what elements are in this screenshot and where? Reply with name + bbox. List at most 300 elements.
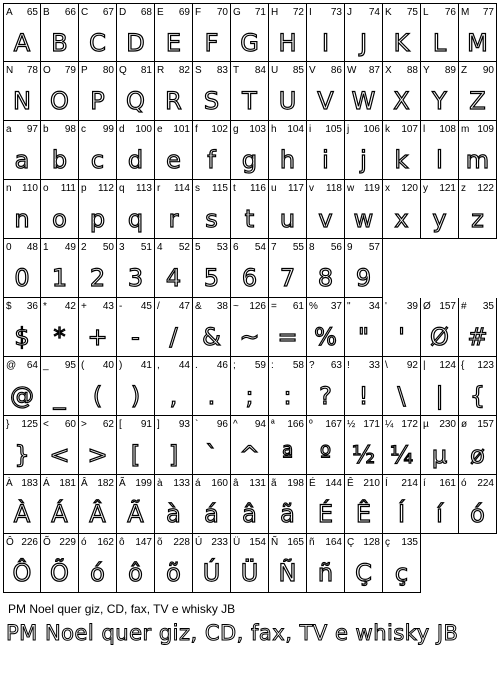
glyph-cell <box>79 298 117 357</box>
sample-text-preview: PM Noel quer giz, CD, fax, TV e whisky JB <box>6 621 459 645</box>
cell-char: , <box>157 360 160 371</box>
glyph-preview: ( <box>92 382 103 410</box>
glyph-cell <box>421 62 459 121</box>
cell-char: 9 <box>347 242 353 253</box>
cell-char: i <box>309 124 312 135</box>
cell-label <box>271 478 304 490</box>
glyph-cell <box>383 416 421 475</box>
cell-label <box>233 301 266 313</box>
glyph-cell <box>193 357 231 416</box>
cell-code: 61 <box>292 301 304 312</box>
cell-label <box>271 419 304 431</box>
glyph-cell <box>79 534 117 593</box>
glyph-cell <box>345 121 383 180</box>
cell-code: 105 <box>325 124 342 135</box>
cell-char: à <box>157 478 163 489</box>
grid-row <box>3 416 497 475</box>
cell-label <box>309 7 342 19</box>
glyph-preview: R <box>165 87 182 115</box>
cell-label <box>6 7 38 19</box>
glyph-preview: Á <box>51 500 68 528</box>
cell-char: Õ <box>43 537 51 548</box>
glyph-cell <box>307 357 345 416</box>
cell-label <box>6 242 38 254</box>
glyph-cell <box>193 475 231 534</box>
cell-char: _ <box>43 360 49 371</box>
glyph-cell <box>41 3 79 62</box>
grid-row <box>3 239 497 298</box>
cell-char: ñ <box>309 537 315 548</box>
cell-code: 76 <box>444 7 456 18</box>
glyph-preview: á <box>204 500 219 528</box>
cell-char: " <box>347 301 351 312</box>
cell-label <box>423 183 456 195</box>
cell-char: 7 <box>271 242 277 253</box>
cell-char: } <box>6 419 10 430</box>
glyph-preview: e <box>166 146 181 174</box>
cell-char: . <box>195 360 198 371</box>
cell-label <box>309 301 342 313</box>
glyph-cell <box>3 416 41 475</box>
cell-char: n <box>6 183 12 194</box>
cell-code: 66 <box>64 7 76 18</box>
cell-label <box>233 242 266 254</box>
cell-code: 226 <box>21 537 38 548</box>
cell-char: À <box>6 478 13 489</box>
glyph-preview: g <box>241 146 258 174</box>
glyph-preview: l <box>436 146 443 174</box>
cell-label <box>347 183 380 195</box>
cell-char: Ê <box>347 478 354 489</box>
glyph-cell <box>193 180 231 239</box>
cell-label <box>157 537 190 549</box>
glyph-preview: ñ <box>317 559 334 587</box>
glyph-cell <box>41 357 79 416</box>
cell-code: 46 <box>216 360 228 371</box>
glyph-cell <box>79 121 117 180</box>
cell-code: 102 <box>211 124 228 135</box>
cell-code: 85 <box>292 65 304 76</box>
glyph-preview: H <box>278 29 297 57</box>
glyph-preview: & <box>202 323 221 351</box>
glyph-cell <box>3 239 41 298</box>
glyph-cell <box>3 180 41 239</box>
character-map-grid <box>3 3 497 593</box>
cell-code: 161 <box>439 478 456 489</box>
cell-label <box>423 419 456 431</box>
cell-label <box>6 124 38 136</box>
cell-label <box>233 65 266 77</box>
glyph-preview: 4 <box>165 264 182 292</box>
glyph-preview: , <box>169 382 178 410</box>
cell-label <box>385 419 418 431</box>
cell-label <box>119 124 152 136</box>
cell-char: a <box>6 124 12 135</box>
glyph-preview: â <box>242 500 257 528</box>
glyph-preview: * <box>53 323 66 351</box>
glyph-preview: ; <box>245 382 254 410</box>
cell-code: 54 <box>254 242 266 253</box>
glyph-preview: . <box>207 382 216 410</box>
cell-code: 87 <box>368 65 380 76</box>
glyph-cell <box>79 416 117 475</box>
glyph-cell <box>79 180 117 239</box>
glyph-cell <box>117 534 155 593</box>
cell-char: R <box>157 65 165 76</box>
cell-label <box>461 301 494 313</box>
cell-code: 45 <box>140 301 152 312</box>
glyph-cell <box>383 121 421 180</box>
cell-char: O <box>43 65 51 76</box>
glyph-preview: % <box>314 323 337 351</box>
cell-char: ª <box>271 419 275 430</box>
cell-char: y <box>423 183 428 194</box>
glyph-cell <box>155 475 193 534</box>
cell-code: 80 <box>102 65 114 76</box>
cell-label <box>81 301 114 313</box>
cell-char: : <box>271 360 274 371</box>
glyph-cell <box>345 475 383 534</box>
cell-code: 131 <box>249 478 266 489</box>
cell-code: 233 <box>211 537 228 548</box>
glyph-cell <box>155 298 193 357</box>
glyph-preview: [ <box>130 441 141 469</box>
glyph-preview: a <box>14 146 30 174</box>
cell-code: 34 <box>368 301 380 312</box>
cell-label <box>271 301 304 313</box>
glyph-preview: 3 <box>127 264 144 292</box>
cell-label <box>119 183 152 195</box>
cell-label <box>309 183 342 195</box>
glyph-preview: r <box>168 205 179 233</box>
cell-code: 73 <box>330 7 342 18</box>
cell-char: + <box>81 301 87 312</box>
cell-label <box>43 419 76 431</box>
cell-char: ~ <box>233 301 239 312</box>
cell-code: 107 <box>401 124 418 135</box>
cell-code: 79 <box>64 65 76 76</box>
cell-char: s <box>195 183 200 194</box>
cell-label <box>271 65 304 77</box>
glyph-preview: x <box>394 205 409 233</box>
glyph-cell <box>307 239 345 298</box>
cell-code: 99 <box>102 124 114 135</box>
glyph-preview: C <box>89 29 106 57</box>
cell-label <box>271 242 304 254</box>
cell-char: ô <box>119 537 125 548</box>
glyph-cell <box>459 62 497 121</box>
cell-char: ¼ <box>385 419 394 430</box>
cell-label <box>6 65 38 77</box>
glyph-cell <box>307 3 345 62</box>
cell-code: 63 <box>330 360 342 371</box>
cell-char: 8 <box>309 242 315 253</box>
cell-code: 75 <box>406 7 418 18</box>
cell-label <box>195 478 228 490</box>
glyph-cell <box>193 416 231 475</box>
cell-char: Q <box>119 65 127 76</box>
glyph-cell <box>193 121 231 180</box>
glyph-cell <box>231 534 269 593</box>
cell-label <box>347 478 380 490</box>
cell-code: 162 <box>97 537 114 548</box>
glyph-preview: 2 <box>89 264 106 292</box>
cell-char: k <box>385 124 390 135</box>
cell-code: 84 <box>254 65 266 76</box>
cell-label <box>195 360 228 372</box>
cell-char: j <box>347 124 350 135</box>
cell-code: 92 <box>406 360 418 371</box>
cell-label <box>461 65 494 77</box>
cell-char: ? <box>309 360 315 371</box>
cell-label <box>347 301 380 313</box>
cell-label <box>385 478 418 490</box>
glyph-preview: Z <box>469 87 486 115</box>
glyph-preview: 9 <box>355 264 372 292</box>
glyph-cell <box>269 239 307 298</box>
glyph-cell <box>421 180 459 239</box>
grid-row <box>3 475 497 534</box>
cell-label <box>309 478 342 490</box>
cell-label <box>6 301 38 313</box>
glyph-cell <box>269 416 307 475</box>
glyph-cell <box>3 475 41 534</box>
glyph-cell <box>41 416 79 475</box>
cell-label <box>119 360 152 372</box>
cell-code: 119 <box>364 183 380 194</box>
glyph-preview: : <box>283 382 292 410</box>
grid-row <box>3 534 497 593</box>
cell-char: S <box>195 65 202 76</box>
cell-char: I <box>309 7 312 18</box>
sample-caption: PM Noel quer giz, CD, fax, TV e whisky JB <box>8 602 236 616</box>
glyph-preview: _ <box>53 382 66 410</box>
glyph-cell <box>117 3 155 62</box>
cell-code: 93 <box>178 419 190 430</box>
glyph-preview: o <box>52 205 67 233</box>
glyph-preview: ô <box>128 559 143 587</box>
cell-label <box>385 301 418 313</box>
glyph-preview: ! <box>358 382 369 410</box>
cell-code: 83 <box>216 65 228 76</box>
cell-label <box>423 478 456 490</box>
cell-label <box>461 183 494 195</box>
cell-label <box>119 537 152 549</box>
glyph-cell <box>383 475 421 534</box>
cell-label <box>423 124 456 136</box>
cell-code: 135 <box>401 537 418 548</box>
cell-label <box>81 242 114 254</box>
cell-char: M <box>461 7 470 18</box>
glyph-cell <box>155 534 193 593</box>
glyph-cell <box>231 475 269 534</box>
cell-label <box>195 7 228 19</box>
cell-label <box>43 7 76 19</box>
glyph-preview: ? <box>319 382 332 410</box>
cell-code: 166 <box>287 419 304 430</box>
glyph-preview: í <box>436 500 443 528</box>
cell-code: 228 <box>173 537 190 548</box>
glyph-cell <box>307 62 345 121</box>
cell-label <box>385 7 418 19</box>
cell-label <box>119 478 152 490</box>
cell-code: 181 <box>59 478 76 489</box>
glyph-preview: Ú <box>202 559 221 587</box>
cell-char: x <box>385 183 390 194</box>
glyph-preview: q <box>127 205 144 233</box>
glyph-cell <box>155 180 193 239</box>
glyph-cell <box>421 475 459 534</box>
glyph-preview: ~ <box>239 323 260 351</box>
glyph-preview: A <box>13 29 31 57</box>
glyph-cell <box>41 534 79 593</box>
glyph-cell <box>3 357 41 416</box>
glyph-cell <box>345 357 383 416</box>
cell-char: l <box>423 124 426 135</box>
cell-code: 230 <box>439 419 456 430</box>
cell-char: > <box>81 419 87 430</box>
glyph-cell <box>421 3 459 62</box>
glyph-preview: = <box>277 323 298 351</box>
cell-char: h <box>271 124 277 135</box>
glyph-cell <box>459 357 497 416</box>
glyph-cell <box>41 121 79 180</box>
glyph-cell <box>307 180 345 239</box>
glyph-preview: K <box>393 29 410 57</box>
glyph-cell <box>117 239 155 298</box>
glyph-cell <box>193 3 231 62</box>
glyph-preview: µ <box>431 441 448 469</box>
cell-label <box>157 65 190 77</box>
cell-char: c <box>81 124 86 135</box>
glyph-preview: < <box>49 441 70 469</box>
glyph-cell <box>155 62 193 121</box>
cell-char: - <box>119 301 123 312</box>
cell-char: U <box>271 65 279 76</box>
glyph-cell <box>421 121 459 180</box>
glyph-preview: T <box>242 87 257 115</box>
glyph-preview: d <box>127 146 144 174</box>
glyph-preview: D <box>126 29 145 57</box>
cell-char: Á <box>43 478 50 489</box>
glyph-preview: $ <box>14 323 30 351</box>
cell-char: V <box>309 65 316 76</box>
glyph-cell <box>269 62 307 121</box>
cell-code: 89 <box>444 65 456 76</box>
cell-code: 111 <box>60 183 76 194</box>
glyph-cell <box>193 239 231 298</box>
cell-char: ] <box>157 419 160 430</box>
cell-code: 133 <box>173 478 190 489</box>
glyph-cell <box>41 298 79 357</box>
cell-code: 60 <box>64 419 76 430</box>
cell-char: Í <box>385 478 388 489</box>
cell-code: 210 <box>363 478 380 489</box>
cell-label <box>385 124 418 136</box>
cell-code: 157 <box>477 419 494 430</box>
cell-code: 182 <box>97 478 114 489</box>
cell-code: 72 <box>292 7 304 18</box>
glyph-cell <box>307 534 345 593</box>
glyph-preview: N <box>13 87 31 115</box>
cell-label <box>6 478 38 490</box>
cell-code: 56 <box>330 242 342 253</box>
glyph-cell <box>231 180 269 239</box>
cell-label <box>157 301 190 313</box>
glyph-cell <box>383 3 421 62</box>
cell-label <box>81 7 114 19</box>
cell-code: 116 <box>250 183 266 194</box>
glyph-cell <box>269 357 307 416</box>
cell-char: E <box>157 7 164 18</box>
glyph-cell <box>117 298 155 357</box>
cell-code: 160 <box>211 478 228 489</box>
cell-label <box>423 301 456 313</box>
cell-code: 198 <box>287 478 304 489</box>
cell-label <box>423 65 456 77</box>
cell-code: 117 <box>288 183 304 194</box>
cell-label <box>119 242 152 254</box>
cell-char: / <box>157 301 160 312</box>
cell-code: 122 <box>477 183 494 194</box>
cell-char: z <box>461 183 466 194</box>
cell-char: * <box>43 301 47 312</box>
cell-label <box>347 242 380 254</box>
glyph-preview: | <box>435 382 444 410</box>
glyph-cell <box>421 298 459 357</box>
cell-label <box>233 478 266 490</box>
cell-char: ½ <box>347 419 356 430</box>
cell-label <box>309 537 342 549</box>
glyph-cell <box>41 180 79 239</box>
glyph-preview: # <box>467 323 488 351</box>
cell-label <box>119 419 152 431</box>
grid-row <box>3 121 497 180</box>
cell-code: 41 <box>140 360 152 371</box>
cell-code: 121 <box>439 183 456 194</box>
cell-code: 172 <box>401 419 418 430</box>
glyph-cell <box>269 121 307 180</box>
cell-label <box>81 360 114 372</box>
glyph-preview: Ç <box>355 559 372 587</box>
cell-code: 124 <box>439 360 456 371</box>
cell-label <box>309 65 342 77</box>
glyph-preview: Ô <box>12 559 32 587</box>
cell-char: µ <box>423 419 429 430</box>
glyph-preview: z <box>471 205 484 233</box>
cell-code: 165 <box>287 537 304 548</box>
cell-code: 164 <box>325 537 342 548</box>
glyph-preview: ' <box>398 323 405 351</box>
glyph-cell <box>231 239 269 298</box>
cell-char: v <box>309 183 314 194</box>
cell-label <box>233 183 266 195</box>
glyph-cell <box>383 62 421 121</box>
cell-code: 113 <box>136 183 152 194</box>
glyph-cell <box>117 475 155 534</box>
glyph-preview: v <box>318 205 333 233</box>
cell-label <box>309 360 342 372</box>
cell-code: 71 <box>254 7 266 18</box>
glyph-cell <box>231 357 269 416</box>
cell-label <box>43 537 76 549</box>
glyph-cell <box>3 121 41 180</box>
cell-label <box>157 183 190 195</box>
glyph-cell <box>345 3 383 62</box>
cell-code: 59 <box>254 360 266 371</box>
cell-code: 229 <box>59 537 76 548</box>
cell-label <box>81 65 114 77</box>
